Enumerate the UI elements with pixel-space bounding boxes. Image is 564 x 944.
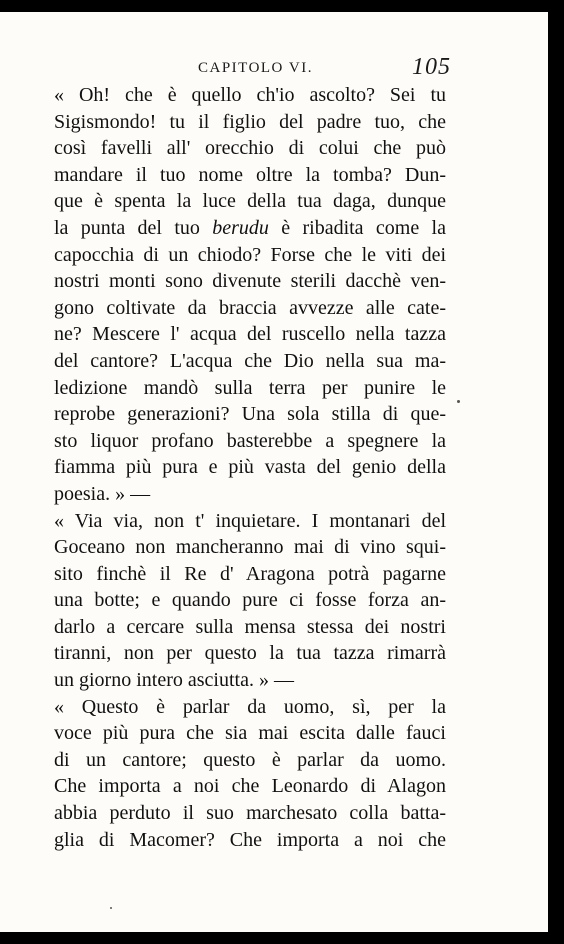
text-line: sito finchè il Re d' Aragona potrà pagarne <box>54 562 446 585</box>
text-line: « Questo è parlar da uomo, sì, per la <box>54 695 446 718</box>
text-line: Goceano non mancheranno mai di vino squi- <box>54 536 446 559</box>
text-line: del cantore? L'acqua che Dio nella sua ma- <box>54 349 446 372</box>
text-line: voce più pura che sia mai escita dalle fauci <box>54 722 446 745</box>
text-line <box>54 215 446 242</box>
paper-speck <box>110 907 112 909</box>
text-line: reprobe generazioni? Una sola stilla di que- <box>54 403 446 426</box>
text-segment: è ribadita come la <box>268 216 446 239</box>
text-line: Che importa a noi che Leonardo di Alagon <box>54 775 446 798</box>
body-text <box>54 82 446 853</box>
text-line: di un cantore; questo è parlar da uomo. <box>54 748 446 771</box>
text-line: « Via via, non t' inquietare. I montanari del <box>54 509 446 532</box>
text-line: gono coltivate da braccia avvezze alle cate- <box>54 296 446 319</box>
text-line: un giorno intero asciutta. » — <box>54 669 294 692</box>
page-header <box>0 54 548 84</box>
text-line: tiranni, non per questo la tua tazza rimarrà <box>54 642 446 665</box>
italic-word: berudu <box>212 216 269 239</box>
text-line: poesia. » — <box>54 482 151 505</box>
book-page <box>0 12 548 932</box>
text-line: que è spenta la luce della tua daga, dunque <box>54 190 446 213</box>
text-line: glia di Macomer? Che importa a noi che <box>54 828 446 851</box>
text-segment: la punta del tuo <box>54 216 213 239</box>
text-line: nostri monti sono divenute sterili dacchè ven- <box>54 270 446 293</box>
text-line: una botte; e quando pure ci fosse forza an- <box>54 589 446 612</box>
running-head: CAPITOLO VI. <box>198 60 313 76</box>
text-line: così favelli all' orecchio di colui che può <box>54 137 446 160</box>
text-line: darlo a cercare sulla mensa stessa dei nostri <box>54 615 446 638</box>
scan-edge <box>548 0 564 944</box>
text-line: mandare il tuo nome oltre la tomba? Dun- <box>54 163 446 186</box>
text-line: « Oh! che è quello ch'io ascolto? Sei tu <box>54 84 446 106</box>
text-line: fiamma più pura e più vasta del genio della <box>54 456 446 479</box>
text-line: capocchia di un chiodo? Forse che le viti dei <box>54 243 446 266</box>
text-line: sto liquor profano basterebbe a spegnere la <box>54 429 446 452</box>
page-number: 105 <box>412 54 451 80</box>
text-line: Sigismondo! tu il figlio del padre tuo, che <box>54 110 446 133</box>
paper-speck <box>457 400 460 403</box>
text-line: ledizione mandò sulla terra per punire le <box>54 376 446 399</box>
text-line: abbia perduto il suo marchesato colla batta- <box>54 802 446 825</box>
text-line: ne? Mescere l' acqua del ruscello nella tazza <box>54 323 446 346</box>
